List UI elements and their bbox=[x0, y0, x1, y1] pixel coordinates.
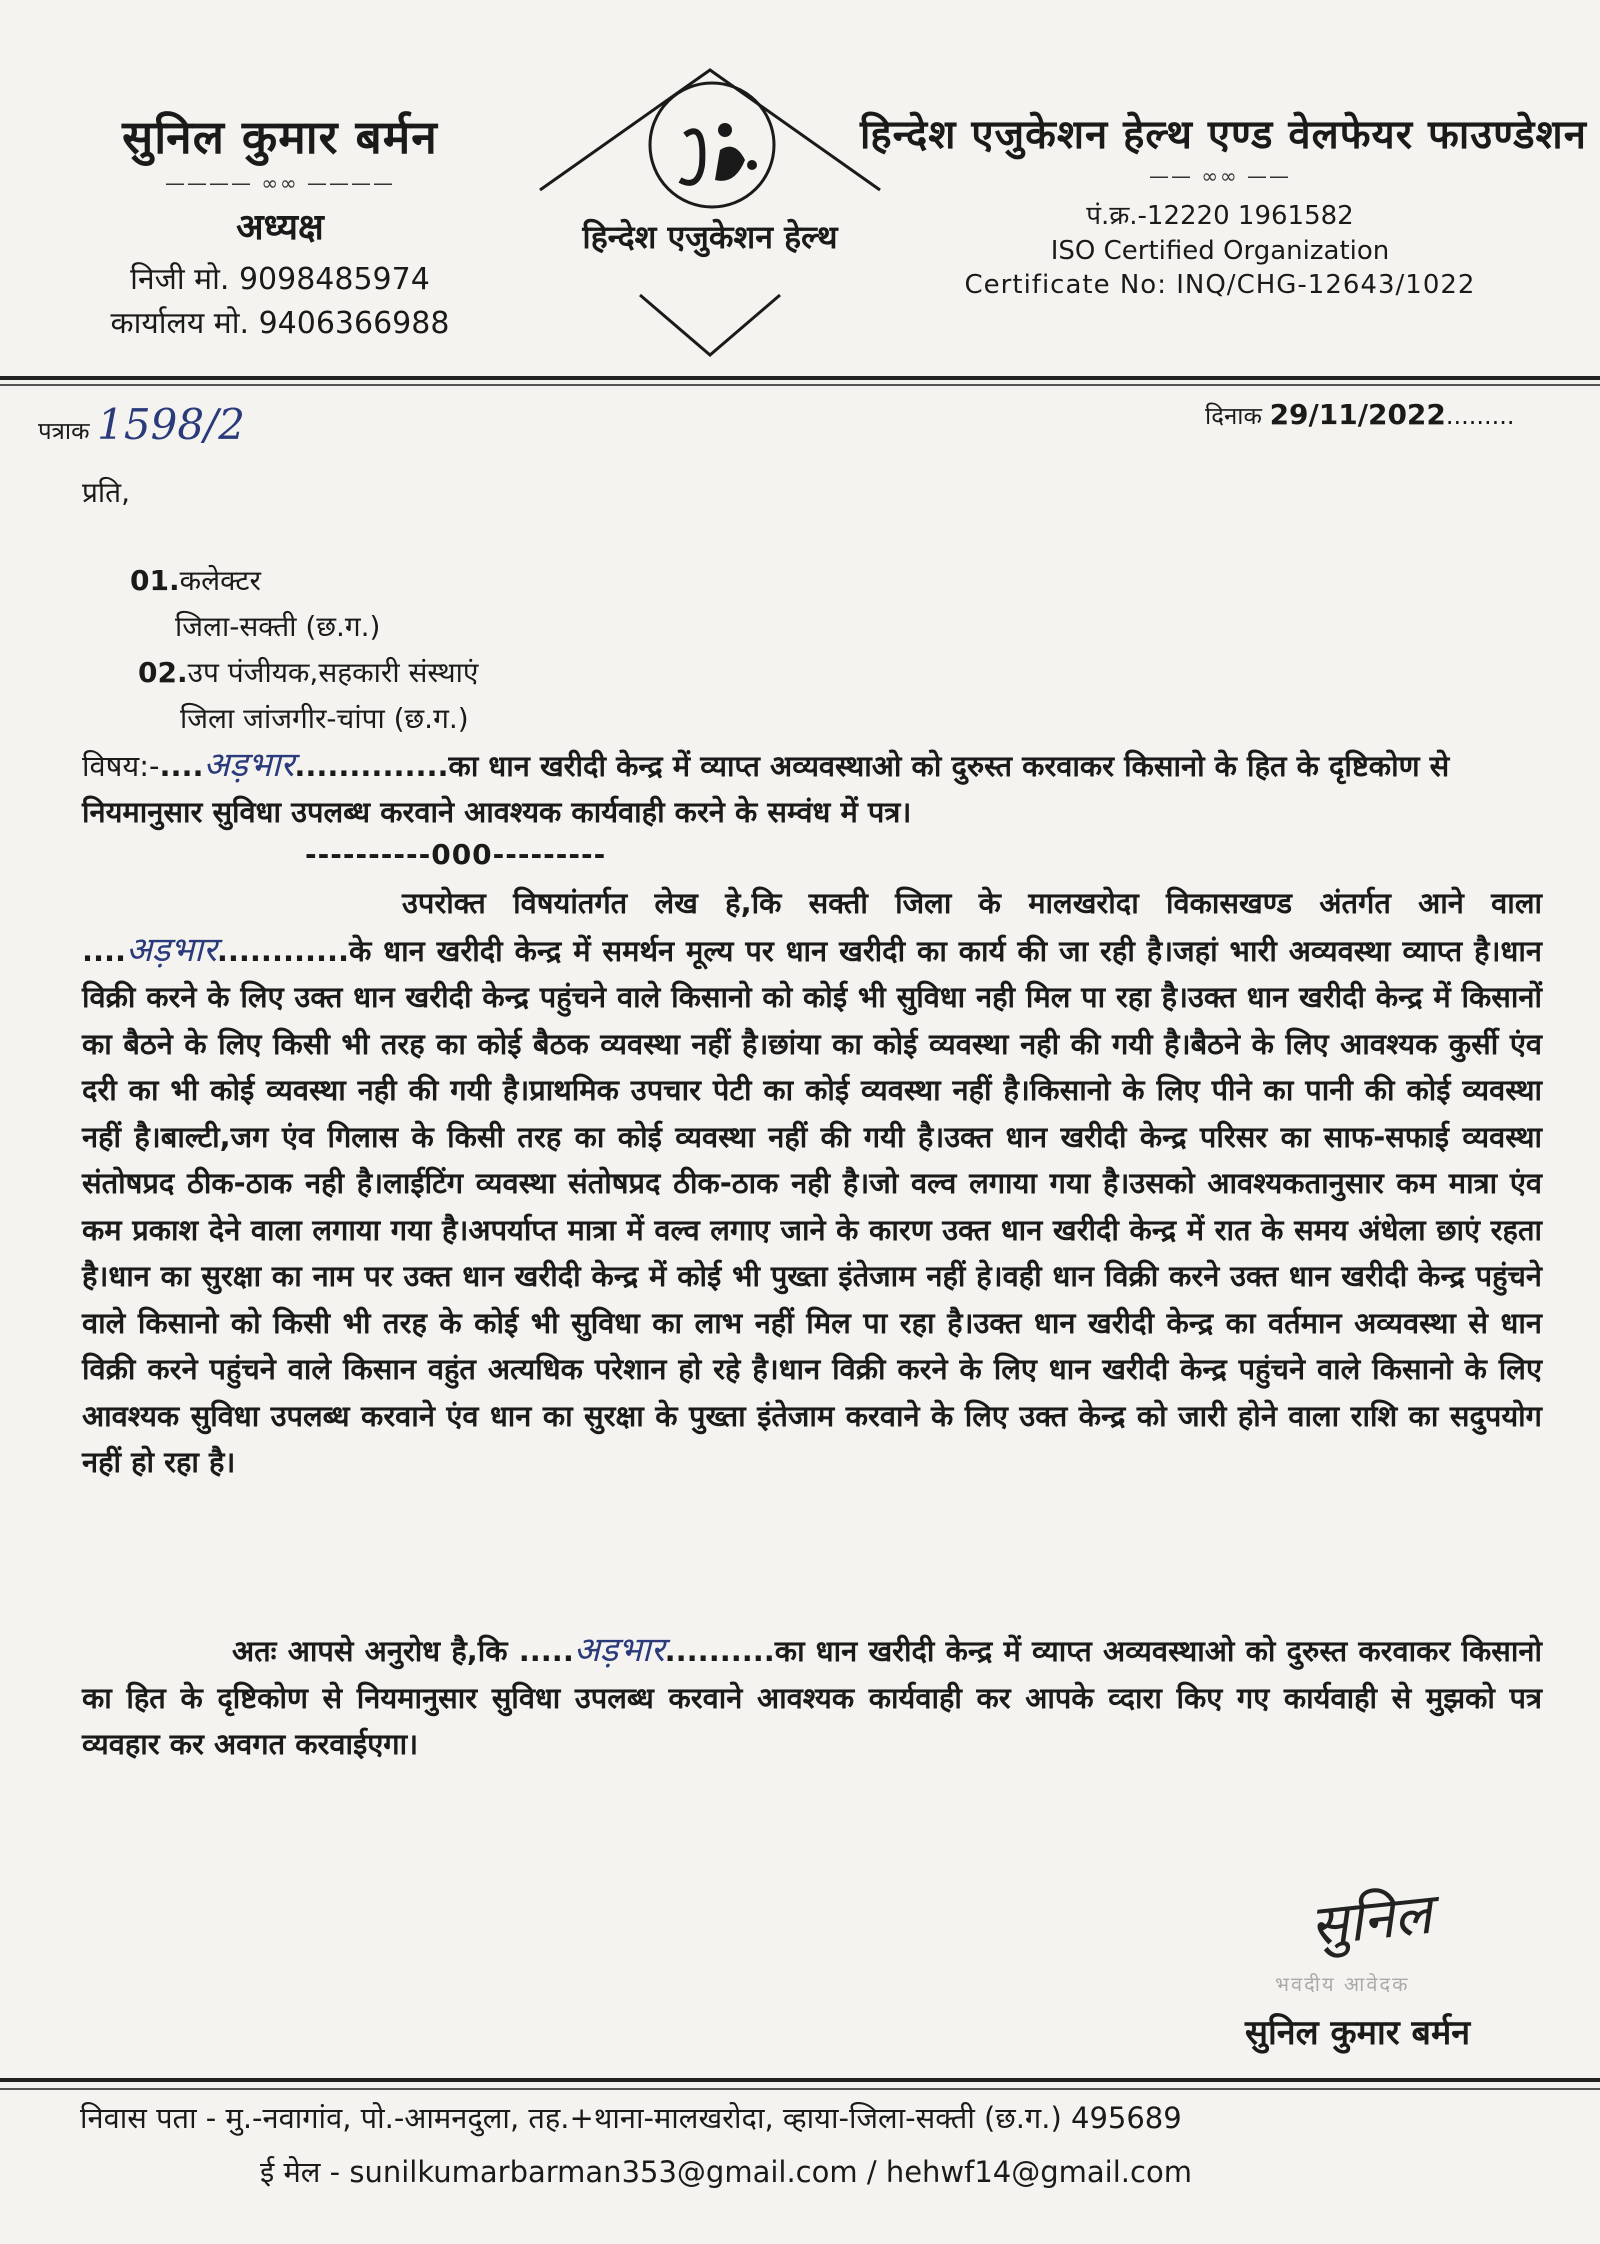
recipient-2-place: जिला जांजगीर-चांपा (छ.ग.) bbox=[180, 702, 469, 735]
iso-certification: ISO Certified Organization bbox=[1050, 236, 1390, 266]
signatory-name: सुनिल कुमार बर्मन bbox=[1245, 2013, 1471, 2053]
footer-rule bbox=[0, 2078, 1600, 2082]
reference-value: 1598/2 bbox=[97, 400, 245, 449]
subject: विषय:-....अड़भार..............का धान खरीदी केन्द्र में व्याप्त अव्यवस्थाओ को दुरुस्त करवाकर किसानो के हित के दृष्टिकोण से नियमानुसार सुविधा उपलब्ध करवाने आवश्यक कार्यवाही करने के सम्वंध में पत्र। bbox=[82, 745, 1450, 829]
reference-number bbox=[38, 400, 245, 449]
para2-start: अतः आपसे अनुरोध है,कि bbox=[232, 1634, 508, 1668]
signature-handwritten: सुनिल bbox=[1307, 1881, 1435, 1960]
salutation: प्रति, bbox=[82, 476, 131, 509]
registration-number: पं.क्र.-12220 1961582 bbox=[1086, 201, 1354, 231]
ornament-divider: ———— ∞∞ ———— bbox=[164, 171, 396, 195]
footer-email: ई मेल - sunilkumarbarman353@gmail.com / hehwf14@gmail.com bbox=[260, 2155, 1192, 2189]
certificate-number: Certificate No: INQ/CHG-12643/1022 bbox=[964, 270, 1476, 300]
body-paragraph-1: उपरोक्त विषयांतर्गत लेख हे,कि सक्ती जिला के मालखरोदा विकासखण्ड अंतर्गत आने वाला ....अड़भार............के धान खरीदी केन्द्र में समर्थन मूल्य पर धान खरीदी का कार्य की जा रही है।जहां भारी अव्यवस्था व्याप्त है।धान विक्री करने के लिए उक्त धान खरीदी केन्द्र पहुंचने वाले किसानो को कोई भी सुविधा नही मिल पा रहा है।उक्त धान खरीदी केन्द्र में किसानों का बैठने के लिए किसी भी तरह का कोई बैठक व्यवस्था नहीं है।छांया का कोई व्यवस्था नही की गयी है।बैठने के लिए आवश्यक कुर्सी एंव दरी का भी कोई व्यवस्था नही की गयी है।प्राथमिक उपचार पेटी का कोई व्यवस्था नहीं है।किसानो के लिए पीने का पानी की कोई व्यवस्था नहीं है।बाल्टी,जग एंव गिलास के किसी तरह का कोई व्यवस्था नहीं की गयी है।उक्त धान खरीदी केन्द्र परिसर का साफ-सफाई व्यवस्था संतोषप्रद ठीक-ठाक नही है।लाईटिंग व्यवस्था संतोषप्रद ठीक-ठाक नही है।जो वल्व लगाया गया है।उसको आवश्यकतानुसार कम मात्रा एंव कम प्रकाश देने वाला लगाया गया है।अपर्याप्त मात्रा में वल्व लगाए जाने के कारण उक्त धान खरीदी केन्द्र में रात के समय अंधेला छाएं रहता है।धान का सुरक्षा का नाम पर उक्त धान खरीदी केन्द्र में कोई भी पुख्ता इंतेजाम नहीं हे।वही धान विक्री करने उक्त धान खरीदी केन्द्र पहुंचने वाले किसानो को किसी भी तरह के कोई भी सुविधा का लाभ नहीं मिल पा रहा है।उक्त धान खरीदी केन्द्र का वर्तमान अव्यवस्था से धान विक्री करने पहुंचने वाले किसान वहुंत अत्यधिक परेशान हो रहे है।धान विक्री करने के लिए धान खरीदी केन्द्र पहुंचने वाले किसानो के लिए आवश्यक सुविधा उपलब्ध करवाने एंव धान का सुरक्षा के पुख्ता इंतेजाम करवाने के लिए उक्त केन्द्र को जारी होने वाला राशि का सदुपयोग नहीं हो रहा है। bbox=[82, 886, 1542, 1479]
recipient-2 bbox=[138, 650, 478, 696]
header-rule-thin bbox=[0, 384, 1600, 386]
phone-office: कार्यालय मो. 9406366988 bbox=[110, 306, 450, 341]
body-paragraph-2: अतः आपसे अनुरोध है,कि .....अड़भार..........का धान खरीदी केन्द्र में व्याप्त अव्यवस्थाओ को दुरुस्त करवाकर किसानो का हित के दृष्टिकोण से नियमानुसार सुविधा उपलब्ध करवाने आवश्यक कार्यवाही कर आपके व्दारा किए गए कार्यवाही से मुझको पत्र व्यवहार कर अवगत करवाईएगा। bbox=[82, 1630, 1542, 1761]
ornament-divider: —— ∞∞ —— bbox=[1148, 164, 1292, 188]
para2-rest: का धान खरीदी केन्द्र में व्याप्त अव्यवस्थाओ को दुरुस्त करवाकर किसानो का हित के दृष्टिकोण से नियमानुसार सुविधा उपलब्ध करवाने आवश्यक कार्यवाही कर आपके व्दारा किए गए कार्यवाही से मुझको पत्र व्यवहार कर अवगत करवाईएगा। bbox=[82, 1634, 1542, 1761]
para1-start: उपरोक्त विषयांतर्गत लेख हे,कि सक्ती जिला के मालखरोदा विकासखण्ड अंतर्गत आने वाला bbox=[402, 886, 1542, 920]
footer-rule-thin bbox=[0, 2088, 1600, 2090]
date-value: 29/11/2022 bbox=[1269, 398, 1446, 431]
letterhead-right bbox=[860, 105, 1587, 300]
section-divider: ----------000--------- bbox=[305, 838, 607, 871]
foundation-logo-icon bbox=[520, 50, 900, 370]
para1-rest: के धान खरीदी केन्द्र में समर्थन मूल्य पर धान खरीदी का कार्य की जा रही है।जहां भारी अव्यवस्था व्याप्त है।धान विक्री करने के लिए उक्त धान खरीदी केन्द्र पहुंचने वाले किसानो को कोई भी सुविधा नही मिल पा रहा है।उक्त धान खरीदी केन्द्र में किसानों का बैठने के लिए किसी भी तरह का कोई बैठक व्यवस्था नहीं है।छांया का कोई व्यवस्था नही की गयी है।बैठने के लिए आवश्यक कुर्सी एंव दरी का भी कोई व्यवस्था नही की गयी है।प्राथमिक उपचार पेटी का कोई व्यवस्था नहीं है।किसानो के लिए पीने का पानी की कोई व्यवस्था नहीं है।बाल्टी,जग एंव गिलास के किसी तरह का कोई व्यवस्था नहीं की गयी है।उक्त धान खरीदी केन्द्र परिसर का साफ-सफाई व्यवस्था संतोषप्रद ठीक-ठाक नही है।लाईटिंग व्यवस्था संतोषप्रद ठीक-ठाक नही है।जो वल्व लगाया गया है।उसको आवश्यकतानुसार कम मात्रा एंव कम प्रकाश देने वाला लगाया गया है।अपर्याप्त मात्रा में वल्व लगाए जाने के कारण उक्त धान खरीदी केन्द्र में रात के समय अंधेला छाएं रहता है।धान का सुरक्षा का नाम पर उक्त धान खरीदी केन्द्र में कोई भी पुख्ता इंतेजाम नहीं हे।वही धान विक्री करने उक्त धान खरीदी केन्द्र पहुंचने वाले किसानो को किसी भी तरह के कोई भी सुविधा का लाभ नहीं मिल पा रहा है।उक्त धान खरीदी केन्द्र का वर्तमान अव्यवस्था से धान विक्री करने पहुंचने वाले किसान वहुंत अत्यधिक परेशान हो रहे है।धान विक्री करने के लिए धान खरीदी केन्द्र पहुंचने वाले किसानो के लिए आवश्यक सुविधा उपलब्ध करवाने एंव धान का सुरक्षा के पुख्ता इंतेजाम करवाने के लिए उक्त केन्द्र को जारी होने वाला राशि का सदुपयोग नहीं हो रहा है। bbox=[82, 933, 1542, 1479]
logo-caption: हिन्देश एजुकेशन हेल्थ bbox=[582, 218, 838, 256]
para2-handwritten: अड़भार bbox=[573, 1630, 665, 1670]
letter-date: दिनाक 29/11/2022......... bbox=[1205, 398, 1515, 431]
subject-handwritten: अड़भार bbox=[203, 745, 295, 785]
header-rule bbox=[0, 376, 1600, 380]
date-label: दिनाक bbox=[1205, 402, 1262, 430]
recipient-1 bbox=[130, 558, 261, 604]
recipient-2-number: 02. bbox=[138, 656, 188, 689]
president-role: अध्यक्ष bbox=[236, 207, 324, 248]
subject-text: का धान खरीदी केन्द्र में व्याप्त अव्यवस्थाओ को दुरुस्त करवाकर किसानो के हित के दृष्टिकोण से नियमानुसार सुविधा उपलब्ध करवाने आवश्यक कार्यवाही करने के सम्वंध में पत्र। bbox=[82, 749, 1450, 829]
recipient-1-number: 01. bbox=[130, 564, 180, 597]
signature-stamp: भवदीय आवेदक bbox=[1275, 1972, 1410, 1996]
para1-handwritten: अड़भार bbox=[126, 929, 217, 970]
recipient-2-title: उप पंजीयक,सहकारी संस्थाएं bbox=[187, 656, 479, 689]
phone-personal: निजी मो. 9098485974 bbox=[130, 262, 430, 297]
organization-name: हिन्देश एजुकेशन हेल्थ एण्ड वेलफेयर फाउण्डेशन bbox=[860, 111, 1587, 158]
recipient-1-place: जिला-सक्ती (छ.ग.) bbox=[175, 610, 381, 643]
subject-label: विषय:- bbox=[82, 749, 160, 783]
footer-address: निवास पता - मु.-नवागांव, पो.-आमनदुला, तह.+थाना-मालखरोदा, व्हाया-जिला-सक्ती (छ.ग.) 495689 bbox=[80, 2101, 1182, 2135]
president-name: सुनिल कुमार बर्मन bbox=[122, 110, 438, 164]
reference-label: पत्राक bbox=[38, 417, 90, 445]
letterhead-left bbox=[60, 105, 500, 346]
recipient-1-title: कलेक्टर bbox=[179, 564, 261, 597]
